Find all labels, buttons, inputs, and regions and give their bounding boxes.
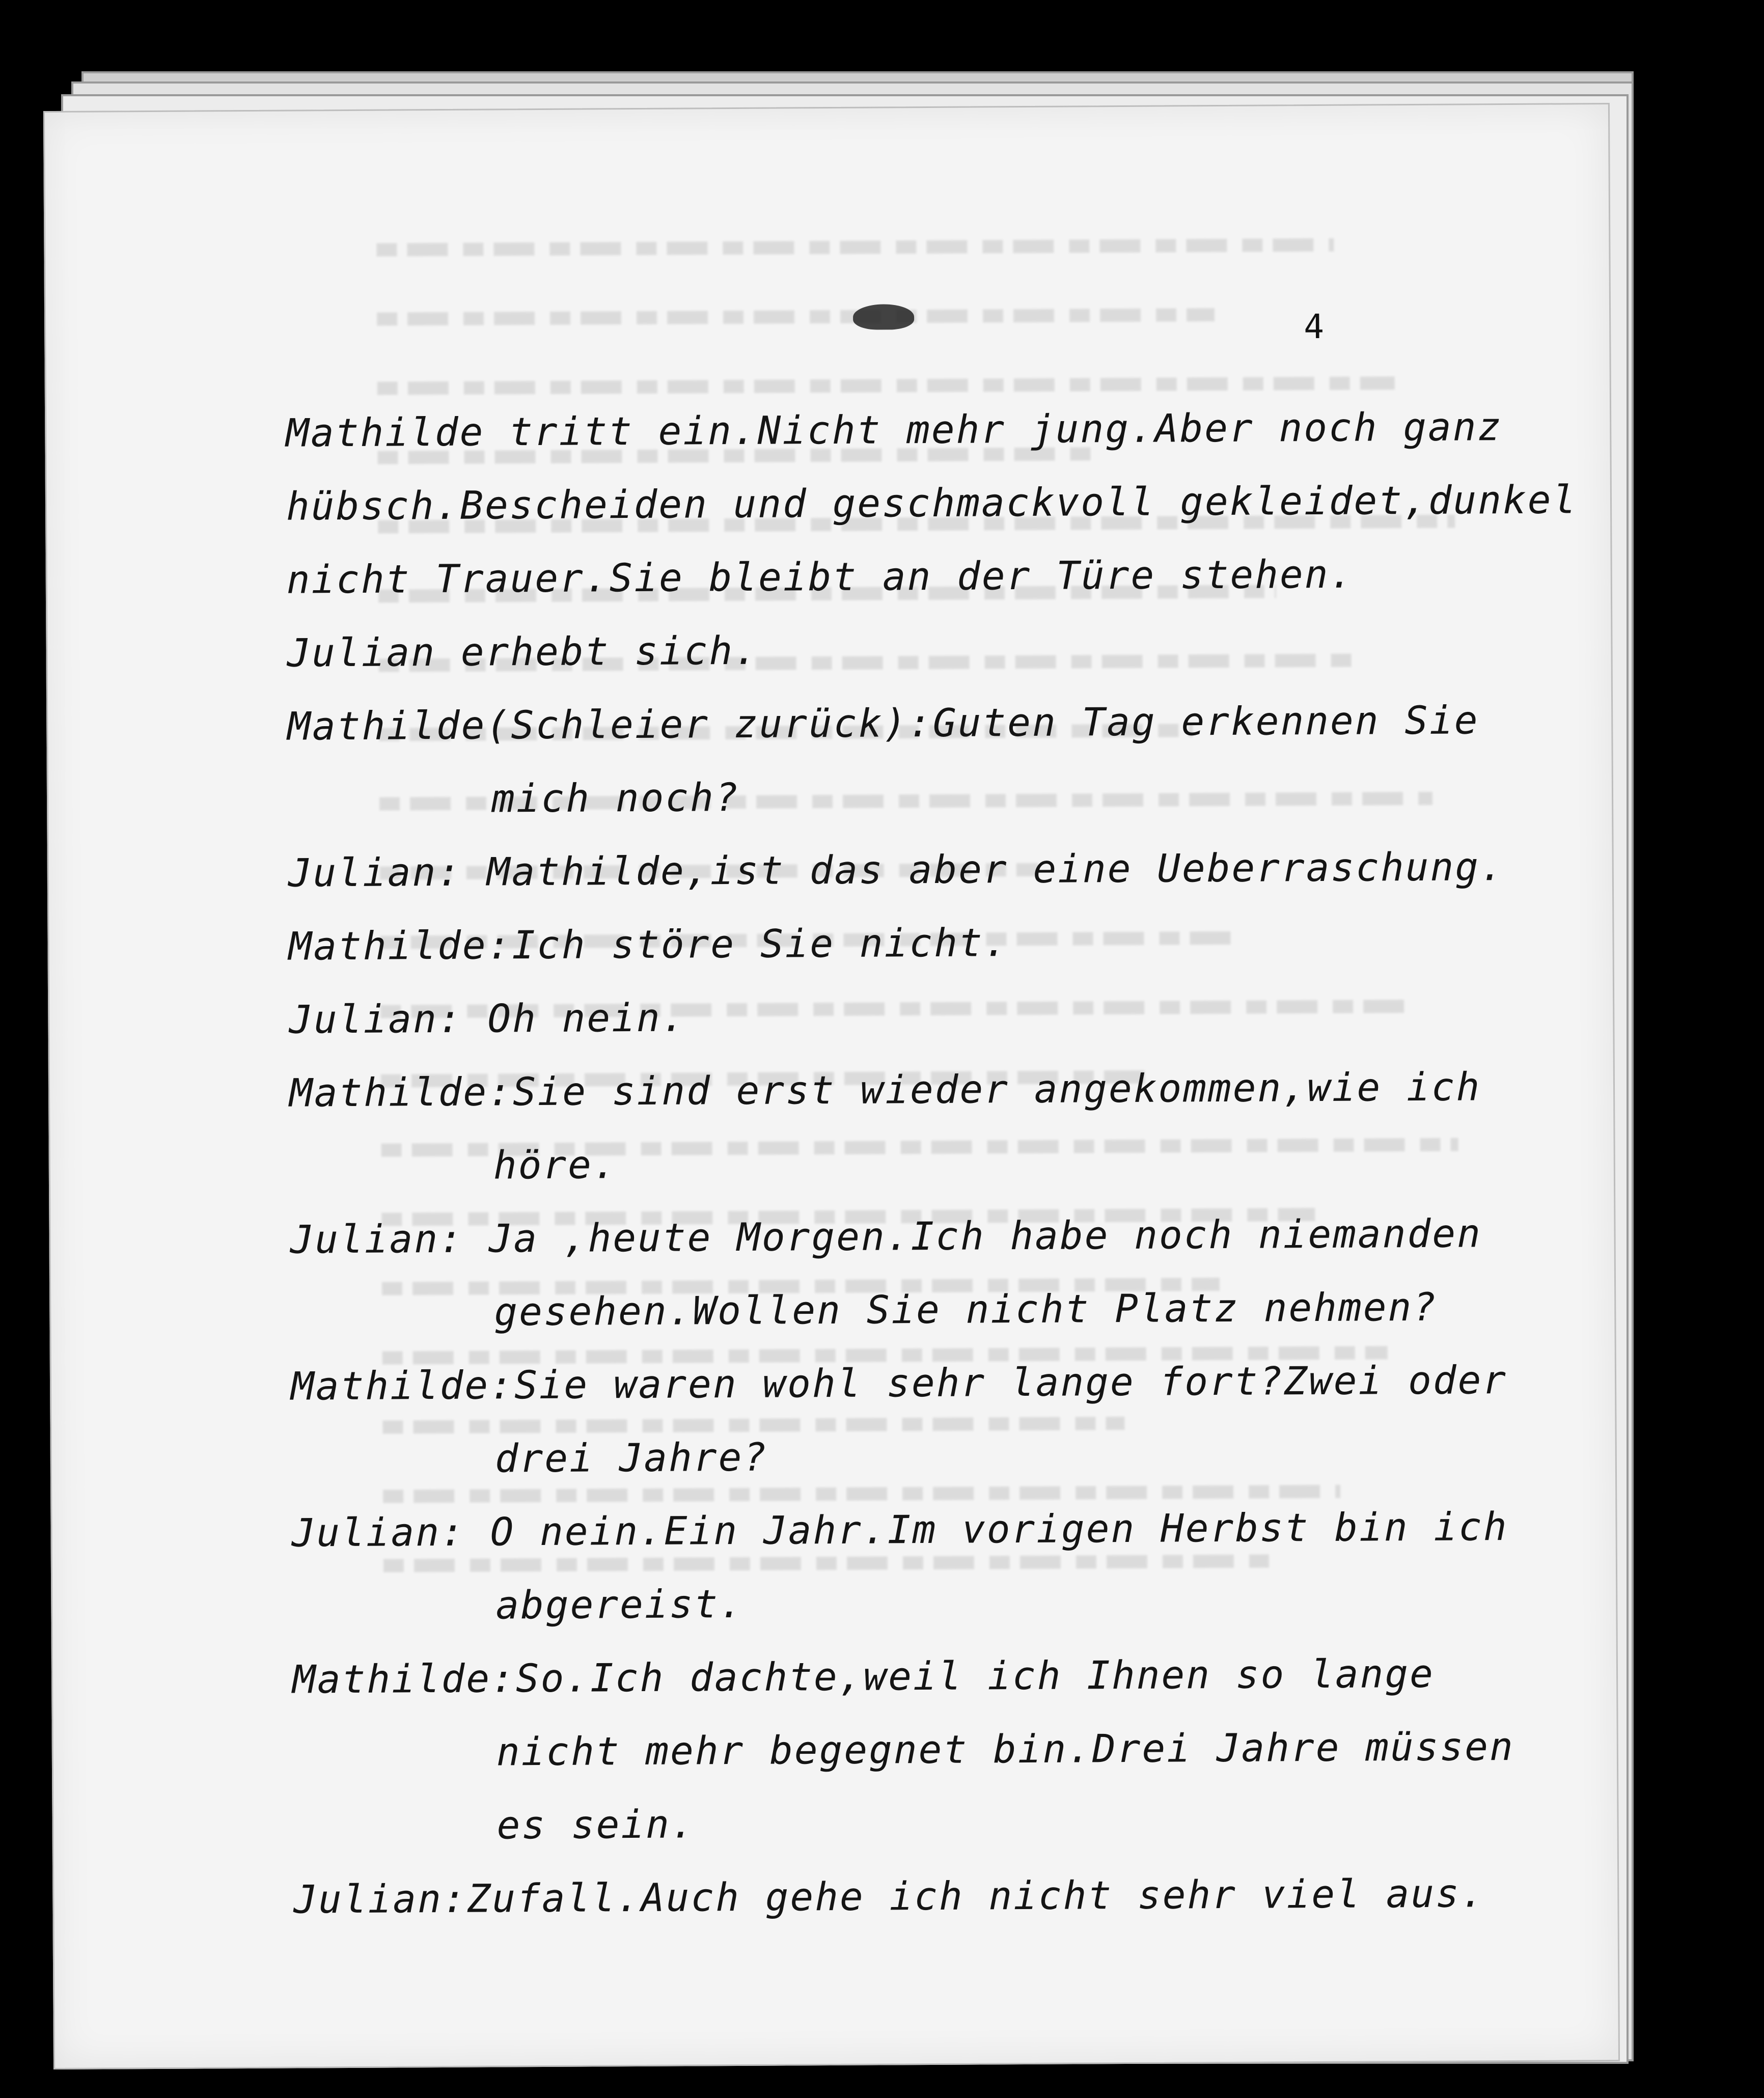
text-line: Mathilde:Ich störe Sie nicht.	[288, 920, 1009, 969]
text-line: drei Jahre?	[494, 1434, 768, 1481]
text-line: Mathilde:Sie sind erst wieder angekommen,wie ich	[289, 1064, 1481, 1116]
text-line: Mathilde:So.Ich dachte,weil ich Ihnen so lange	[292, 1650, 1435, 1702]
text-line: Julian: O nein.Ein Jahr.Im vorigen Herbst bin ich	[291, 1504, 1508, 1556]
text-line: nicht mehr begegnet bin.Drei Jahre müssen	[496, 1723, 1515, 1775]
text-line: abgereist.	[495, 1581, 745, 1628]
text-line: es sein.	[497, 1801, 696, 1848]
text-line: Mathilde:Sie waren wohl sehr lange fort?Zwei oder	[290, 1357, 1508, 1409]
text-line: Mathilde tritt ein.Nicht mehr jung.Aber noch ganz	[286, 404, 1503, 456]
ink-blot	[853, 304, 914, 330]
text-line: Julian: Ja ,heute Morgen.Ich habe noch niemanden	[290, 1210, 1482, 1262]
text-line: Julian: Mathilde,ist das aber eine Ueberraschung.	[288, 844, 1505, 896]
typescript-page	[43, 103, 1620, 2069]
typescript-text	[286, 390, 1618, 1937]
page-number: 4	[1304, 307, 1325, 347]
text-line: Mathilde(Schleier zurück):Guten Tag erkennen Sie	[287, 697, 1479, 749]
text-line: Julian:Zufall.Auch gehe ich nicht sehr viel aus.	[293, 1870, 1485, 1922]
text-line: hübsch.Bescheiden und geschmackvoll gekleidet,dunkel	[286, 477, 1578, 529]
text-line: gesehen.Wollen Sie nicht Platz nehmen?	[494, 1284, 1438, 1335]
text-line: höre.	[493, 1142, 618, 1188]
text-line: mich noch?	[491, 774, 740, 821]
text-line: Julian erhebt sich.	[287, 627, 759, 676]
text-line: Julian: Oh nein.	[289, 995, 686, 1042]
text-line: nicht Trauer.Sie bleibt an der Türe stehen.	[286, 551, 1355, 602]
